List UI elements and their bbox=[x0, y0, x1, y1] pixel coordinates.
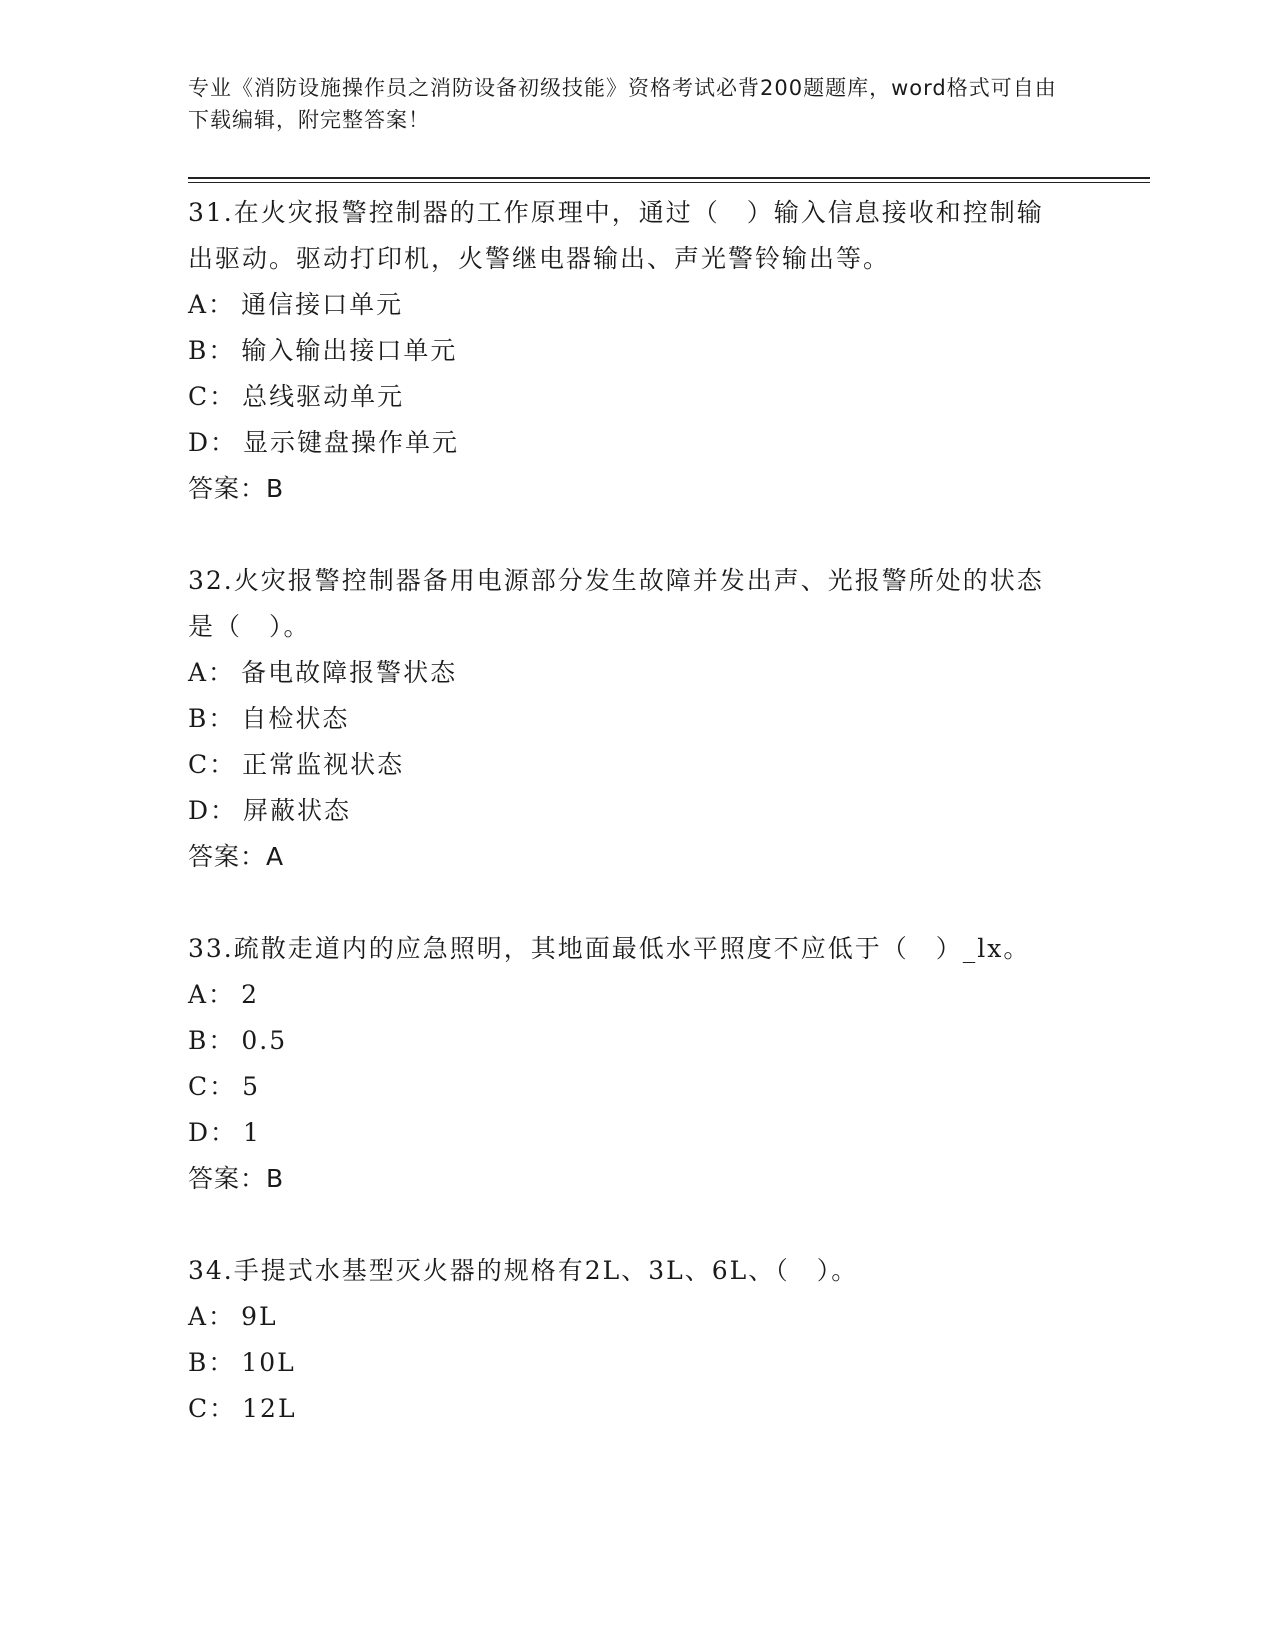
question-text: 33.疏散走道内的应急照明，其地面最低水平照度不应低于（ ）_lx。 bbox=[188, 934, 1031, 963]
question-text: 32.火灾报警控制器备用电源部分发生故障并发出声、光报警所处的状态是（ ）。 bbox=[188, 566, 1044, 641]
option-key: A： bbox=[188, 658, 236, 687]
option-b bbox=[188, 328, 1088, 374]
answer-line: 答案：B bbox=[188, 474, 285, 503]
option-d bbox=[188, 1110, 1088, 1156]
option-c bbox=[188, 374, 1088, 420]
option-c bbox=[188, 1064, 1088, 1110]
option-text: 显示键盘操作单元 bbox=[243, 428, 460, 457]
option-key: B： bbox=[188, 704, 236, 733]
option-key: C： bbox=[188, 1072, 237, 1101]
option-b bbox=[188, 1340, 1088, 1386]
option-key: C： bbox=[188, 750, 237, 779]
document-header: 专业《消防设施操作员之消防设备初级技能》资格考试必背200题题库，word格式可自由下载编辑，附完整答案！ bbox=[188, 76, 1057, 132]
option-text: 9L bbox=[241, 1302, 278, 1331]
answer-line: 答案：B bbox=[188, 1164, 285, 1193]
answer-line: 答案：A bbox=[188, 842, 285, 871]
option-text: 自检状态 bbox=[241, 704, 350, 733]
question-31 bbox=[188, 190, 1088, 512]
option-key: C： bbox=[188, 1394, 237, 1423]
option-d bbox=[188, 420, 1088, 466]
option-a bbox=[188, 1294, 1088, 1340]
option-key: D： bbox=[188, 1118, 238, 1147]
option-key: B： bbox=[188, 1026, 236, 1055]
option-text: 屏蔽状态 bbox=[243, 796, 352, 825]
option-key: C： bbox=[188, 382, 237, 411]
option-key: D： bbox=[188, 796, 238, 825]
question-text: 34.手提式水基型灭火器的规格有2L、3L、6L、（ ）。 bbox=[188, 1256, 859, 1285]
option-d bbox=[188, 788, 1088, 834]
question-34 bbox=[188, 1248, 1088, 1432]
question-spacer bbox=[188, 512, 1088, 558]
option-text: 2 bbox=[241, 980, 259, 1009]
question-spacer bbox=[188, 880, 1088, 926]
header-divider-thin bbox=[188, 182, 1150, 183]
option-a bbox=[188, 972, 1088, 1018]
option-c bbox=[188, 742, 1088, 788]
question-33 bbox=[188, 926, 1088, 1202]
option-key: A： bbox=[188, 980, 236, 1009]
option-text: 正常监视状态 bbox=[242, 750, 405, 779]
question-list bbox=[188, 190, 1088, 1432]
option-text: 总线驱动单元 bbox=[242, 382, 405, 411]
option-a bbox=[188, 650, 1088, 696]
option-key: B： bbox=[188, 1348, 236, 1377]
option-text: 12L bbox=[242, 1394, 297, 1423]
option-b bbox=[188, 1018, 1088, 1064]
option-b bbox=[188, 696, 1088, 742]
option-text: 1 bbox=[243, 1118, 261, 1147]
option-text: 5 bbox=[242, 1072, 261, 1101]
option-key: A： bbox=[188, 1302, 236, 1331]
option-text: 10L bbox=[241, 1348, 296, 1377]
option-key: A： bbox=[188, 290, 236, 319]
option-text: 0.5 bbox=[241, 1026, 288, 1055]
question-spacer bbox=[188, 1202, 1088, 1248]
option-key: D： bbox=[188, 428, 238, 457]
option-text: 通信接口单元 bbox=[241, 290, 404, 319]
header-divider-thick bbox=[188, 177, 1150, 179]
option-c bbox=[188, 1386, 1088, 1432]
option-key: B： bbox=[188, 336, 236, 365]
option-text: 输入输出接口单元 bbox=[241, 336, 458, 365]
option-text: 备电故障报警状态 bbox=[241, 658, 458, 687]
question-text: 31.在火灾报警控制器的工作原理中，通过（ ）输入信息接收和控制输出驱动。驱动打印机，火警继电器输出、声光警铃输出等。 bbox=[188, 198, 1044, 273]
option-a bbox=[188, 282, 1088, 328]
question-32 bbox=[188, 558, 1088, 880]
